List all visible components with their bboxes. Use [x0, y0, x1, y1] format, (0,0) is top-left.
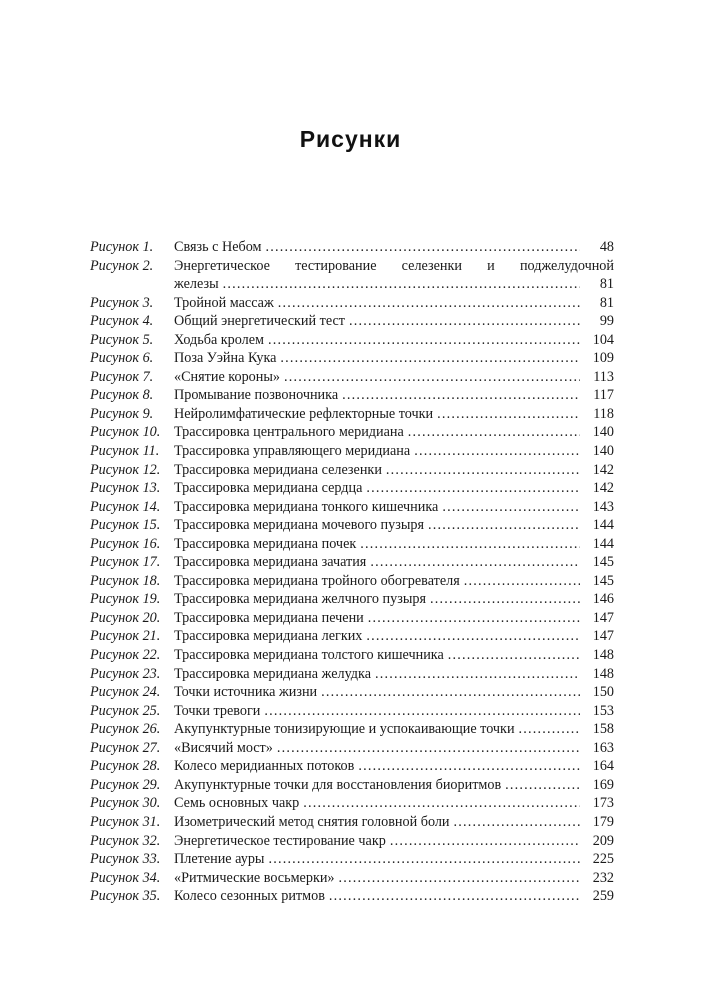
page-number: 143 [592, 498, 614, 515]
dot-leader [366, 479, 580, 498]
page-number: 144 [592, 535, 614, 552]
dot-leader [278, 294, 580, 313]
figure-entry-body [174, 386, 614, 405]
figure-title: Трассировка меридиана тройного обогревателя [174, 572, 460, 589]
dot-leader [277, 739, 580, 758]
figure-entry-body [174, 609, 614, 628]
figure-title: «Снятие короны» [174, 368, 280, 385]
dot-leader [428, 516, 580, 535]
figure-label: Рисунок 19. [90, 591, 161, 608]
page-number: 81 [599, 276, 614, 293]
figure-title: Плетение ауры [174, 851, 265, 868]
figure-entry [90, 590, 614, 609]
figure-label: Рисунок 22. [90, 647, 161, 664]
page-number: 81 [599, 294, 614, 311]
figure-label: Рисунок 26. [90, 721, 161, 738]
dot-leader [358, 757, 580, 776]
figure-entry-body [174, 461, 614, 480]
figure-label: Рисунок 18. [90, 572, 161, 589]
figure-entry [90, 720, 614, 739]
figure-title: Колесо сезонных ритмов [174, 888, 325, 905]
figure-label: Рисунок 30. [90, 795, 161, 812]
figure-label: Рисунок 9. [90, 405, 154, 422]
page-title: Рисунки [299, 126, 402, 152]
figure-entry [90, 869, 614, 888]
dot-leader [339, 869, 580, 888]
figure-title: Трассировка меридиана желудка [174, 665, 372, 682]
figure-entry [90, 461, 614, 480]
figure-entry-body [174, 702, 614, 721]
figure-label: Рисунок 8. [90, 387, 154, 404]
figure-entry-body [174, 331, 614, 350]
figure-entry [90, 553, 614, 572]
dot-leader [349, 312, 580, 331]
page-number: 109 [592, 350, 614, 367]
figure-entry-body [174, 294, 614, 313]
figure-title: Тройной массаж [174, 294, 274, 311]
figure-title: Трассировка меридиана тонкого кишечника [174, 498, 439, 515]
page-number: 117 [593, 387, 614, 404]
page-number: 150 [592, 684, 614, 701]
figure-entry [90, 312, 614, 331]
dot-leader [268, 331, 580, 350]
figure-entry-body [174, 794, 614, 813]
figure-label: Рисунок 5. [90, 331, 154, 348]
dot-leader [464, 572, 580, 591]
page-number: 173 [592, 795, 614, 812]
dot-leader [370, 553, 580, 572]
figure-entry [90, 331, 614, 350]
figure-title: Нейролимфатические рефлекторные точки [174, 405, 434, 422]
figure-label: Рисунок 14. [90, 498, 161, 515]
figure-title: Акупунктурные тонизирующие и успокаивающие точки [174, 721, 515, 738]
figure-label: Рисунок 1. [90, 239, 154, 255]
dot-leader [329, 887, 580, 906]
figure-entry-body [174, 572, 614, 591]
page-number: 164 [592, 758, 614, 775]
dot-leader [366, 627, 580, 646]
figure-label: Рисунок 17. [90, 554, 161, 571]
figure-title: Трассировка меридиана легких [174, 628, 363, 645]
figure-entry-body [174, 553, 614, 572]
figure-label: Рисунок 4. [90, 313, 154, 330]
page-number: 225 [592, 851, 614, 868]
figure-entry [90, 683, 614, 702]
figure-entry [90, 646, 614, 665]
page-number: 153 [592, 702, 614, 719]
figure-title: «Ритмические восьмерки» [174, 869, 335, 886]
dot-leader [505, 776, 580, 795]
figure-entry-body [174, 739, 614, 758]
page-number: 148 [592, 665, 614, 682]
figure-entry [90, 757, 614, 776]
figure-label: Рисунок 3. [90, 294, 154, 311]
figure-entry-body [174, 590, 614, 609]
figure-title: Трассировка меридиана селезенки [174, 461, 382, 478]
figure-label: Рисунок 32. [90, 832, 161, 849]
figure-label: Рисунок 31. [90, 813, 161, 830]
page-number: 179 [592, 813, 614, 830]
dot-leader [368, 609, 580, 628]
dot-leader [280, 349, 580, 368]
dot-leader [266, 238, 580, 257]
figure-entry [90, 349, 614, 368]
figure-label: Рисунок 23. [90, 665, 161, 682]
figure-entry [90, 572, 614, 591]
figure-entry-body [174, 813, 614, 832]
figure-title: Связь с Небом [174, 239, 262, 255]
figure-entry-body [174, 850, 614, 869]
figure-title: Поза Уэйна Кука [174, 350, 277, 367]
figure-entry-body [174, 498, 614, 517]
dot-leader [442, 498, 580, 517]
figure-entry [90, 832, 614, 851]
dot-leader [321, 683, 580, 702]
figure-title: Ходьба кролем [174, 331, 265, 348]
figure-entry [90, 665, 614, 684]
figure-entry [90, 238, 614, 257]
figure-label: Рисунок 35. [90, 888, 161, 905]
page-number: 145 [592, 572, 614, 589]
dot-leader [303, 794, 580, 813]
figure-entry [90, 627, 614, 646]
page-number: 259 [592, 888, 614, 905]
figure-entry [90, 294, 614, 313]
figure-title: Трассировка меридиана печени [174, 609, 364, 626]
figure-title: железы [174, 276, 219, 293]
figure-entry-body [174, 627, 614, 646]
dot-leader [264, 702, 580, 721]
figure-label: Рисунок 29. [90, 776, 161, 793]
figure-entry [90, 479, 614, 498]
figure-entry-body [174, 665, 614, 684]
figure-label: Рисунок 15. [90, 517, 161, 534]
figure-label: Рисунок 7. [90, 368, 154, 385]
page-number: 163 [592, 739, 614, 756]
figure-title: «Висячий мост» [174, 739, 273, 756]
figure-entry [90, 257, 614, 294]
figure-title: Трассировка меридиана сердца [174, 480, 363, 497]
figure-entry-body [174, 479, 614, 498]
page-number: 232 [592, 869, 614, 886]
dot-leader [408, 423, 580, 442]
figure-entry [90, 887, 614, 906]
figure-entry-body [174, 646, 614, 665]
figure-entry-body [174, 832, 614, 851]
figure-title: Семь основных чакр [174, 795, 300, 812]
dot-leader [519, 720, 580, 739]
figure-entry [90, 516, 614, 535]
figure-title: Акупунктурные точки для восстановления биоритмов [174, 776, 502, 793]
page-number: 144 [592, 517, 614, 534]
figure-title: Изометрический метод снятия головной боли [174, 813, 450, 830]
figure-entry [90, 423, 614, 442]
figure-title: Общий энергетический тест [174, 313, 345, 330]
figure-title-first-line: Энергетическое тестирование селезенки и поджелудочной [174, 257, 614, 274]
figure-entry [90, 609, 614, 628]
page-number: 148 [592, 647, 614, 664]
figure-entry [90, 535, 614, 554]
figure-entry-body [174, 312, 614, 331]
page-number: 113 [593, 368, 614, 385]
figure-label: Рисунок 16. [90, 535, 161, 552]
figure-entry [90, 386, 614, 405]
page-number: 158 [592, 721, 614, 738]
figure-label: Рисунок 24. [90, 684, 161, 701]
figure-label: Рисунок 10. [90, 424, 161, 441]
dot-leader [360, 535, 580, 554]
figure-entry-body [174, 757, 614, 776]
page-number: 118 [593, 405, 614, 422]
figure-label: Рисунок 20. [90, 609, 161, 626]
figure-entry-body [174, 776, 614, 795]
figure-entry [90, 794, 614, 813]
figure-title: Трассировка меридиана желчного пузыря [174, 591, 426, 608]
dot-leader [375, 665, 580, 684]
figure-entry [90, 850, 614, 869]
figure-label: Рисунок 28. [90, 758, 161, 775]
figure-entry [90, 813, 614, 832]
page-number: 142 [592, 461, 614, 478]
page-number: 142 [592, 480, 614, 497]
dot-leader [342, 386, 580, 405]
figure-entry-body [174, 869, 614, 888]
page-number: 145 [592, 554, 614, 571]
figure-title: Трассировка управляющего меридиана [174, 443, 411, 460]
page-number: 48 [599, 239, 614, 255]
figure-entry-body [174, 535, 614, 554]
figure-entry-body [174, 516, 614, 535]
figure-entry-body [174, 257, 614, 294]
figure-entry-body [174, 368, 614, 387]
figure-entry [90, 498, 614, 517]
figure-entry [90, 739, 614, 758]
figure-entry [90, 368, 614, 387]
figure-entry-body [174, 405, 614, 424]
dot-leader [284, 368, 580, 387]
figure-label: Рисунок 33. [90, 851, 161, 868]
figure-title: Энергетическое тестирование чакр [174, 832, 386, 849]
figure-label: Рисунок 2. [90, 257, 154, 274]
figure-title: Трассировка центрального меридиана [174, 424, 404, 441]
dot-leader [390, 832, 580, 851]
figure-title: Точки тревоги [174, 702, 261, 719]
figure-label: Рисунок 34. [90, 869, 161, 886]
figure-entry-body [174, 887, 614, 906]
page-number: 209 [592, 832, 614, 849]
figure-label: Рисунок 27. [90, 739, 161, 756]
figure-label: Рисунок 25. [90, 702, 161, 719]
dot-leader [454, 813, 580, 832]
figure-entry [90, 442, 614, 461]
page-number: 104 [592, 331, 614, 348]
figure-entry-body [174, 423, 614, 442]
figure-entry-body [174, 683, 614, 702]
dot-leader [430, 590, 580, 609]
dot-leader [414, 442, 580, 461]
figure-entry-body [174, 442, 614, 461]
figure-title: Трассировка меридиана почек [174, 535, 357, 552]
figure-entry [90, 405, 614, 424]
page-number: 140 [592, 443, 614, 460]
figure-title: Точки источника жизни [174, 684, 318, 701]
figure-title: Трассировка меридиана толстого кишечника [174, 647, 444, 664]
page-number: 169 [592, 776, 614, 793]
figure-entry-body [174, 238, 614, 257]
figure-entry [90, 776, 614, 795]
page-number: 140 [592, 424, 614, 441]
dot-leader [448, 646, 580, 665]
figure-title: Трассировка меридиана мочевого пузыря [174, 517, 424, 534]
figure-title: Промывание позвоночника [174, 387, 339, 404]
dot-leader [268, 850, 580, 869]
figure-label: Рисунок 11. [90, 443, 160, 460]
figure-label: Рисунок 21. [90, 628, 161, 645]
dot-leader [223, 275, 580, 294]
figure-entry [90, 702, 614, 721]
figure-label: Рисунок 12. [90, 461, 161, 478]
figure-entry-body [174, 349, 614, 368]
page-number: 99 [599, 313, 614, 330]
dot-leader [386, 461, 580, 480]
figure-label: Рисунок 13. [90, 480, 161, 497]
figure-title: Трассировка меридиана зачатия [174, 554, 367, 571]
dot-leader [437, 405, 580, 424]
figure-list [90, 238, 614, 906]
page-number: 147 [592, 628, 614, 645]
figure-title: Колесо меридианных потоков [174, 758, 355, 775]
page-number: 147 [592, 609, 614, 626]
figure-label: Рисунок 6. [90, 350, 154, 367]
figure-entry-body [174, 720, 614, 739]
page-number: 146 [592, 591, 614, 608]
